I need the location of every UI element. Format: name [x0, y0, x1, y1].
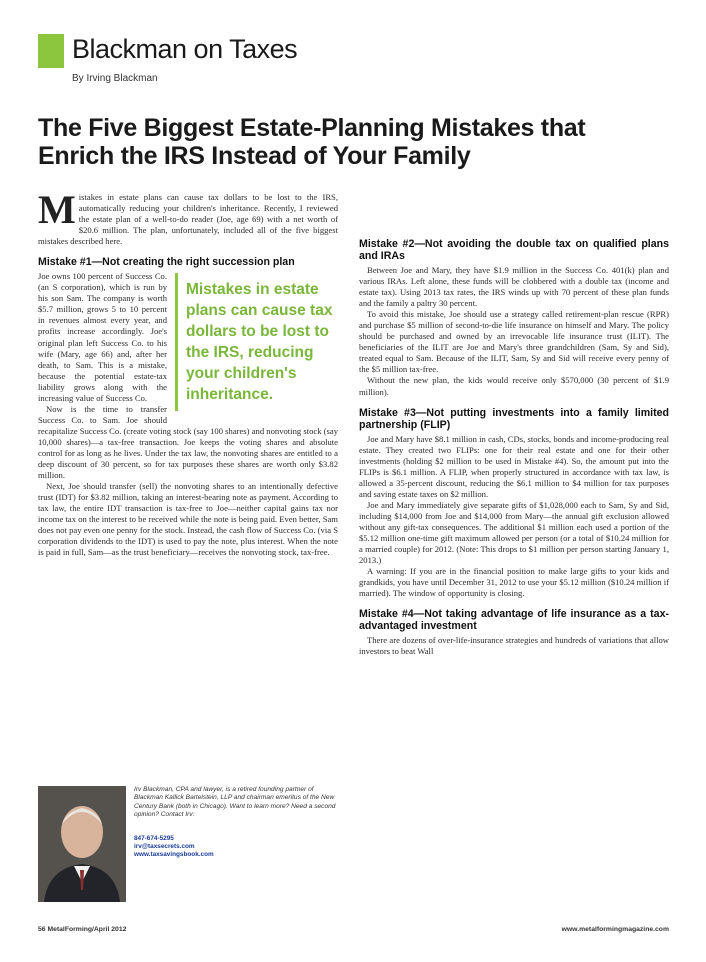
mistake-2-heading: Mistake #2—Not avoiding the double tax on qualified plans and IRAs — [359, 238, 669, 262]
footer-page-info: 56 MetalForming/April 2012 — [38, 926, 127, 933]
mistake-4-paragraph-1: There are dozens of over-life-insurance strategies and hundreds of variations that allow investors to beat Wall — [359, 635, 669, 657]
byline: By Irving Blackman — [72, 73, 158, 84]
mistake-3-paragraph-1: Joe and Mary have $8.1 million in cash, CDs, stocks, bonds and income-producing real estate. They created two FLIPs: one for their real estate and one for their other investments (holding $2 million to be used in Mistake #4). So, the amount put into the FLIPs is $6.1 million. A FLIP, when properly structured in accordance with tax law, is allowed a 35-percent discount, reducing the $6.1 million to $4 million for tax purposes and saving estate taxes on $2 million. — [359, 433, 669, 499]
bio-email[interactable]: irv@taxsecrets.com — [134, 843, 195, 851]
mistake-3-heading: Mistake #3—Not putting investments into a family limited partnership (FLIP) — [359, 406, 669, 431]
mistake-1-paragraph-3: Next, Joe should transfer (sell) the nonvoting shares to an intentionally defective trust (IDT) for $3.82 million, taking an interest-bearing note as payment. According to tax law, the entire IDT transaction is tax-free to Joe—neither capital gains tax nor income tax on the interest to be received while the note is being paid. Even better, Sam does not pay even one penny for the stock. Instead, the cash flow of Success Co. (via S corporation dividends to the IDT) is used to pay the note, plus interest. When the note is paid in full, Sam—as the trust beneficiary—receives the nonvoting stock, tax-free. — [38, 481, 338, 558]
footer-website[interactable]: www.metalformingmagazine.com — [561, 926, 669, 933]
pull-quote: Mistakes in estate plans can cause tax dollars to be lost to the IRS, reducing your children's inheritance. — [175, 273, 338, 411]
article-headline: The Five Biggest Estate-Planning Mistakes that Enrich the IRS Instead of Your Family — [38, 114, 586, 170]
author-bio — [38, 786, 338, 902]
mistake-3-paragraph-3: A warning: If you are in the financial position to make large gifts to your kids and grandkids, you have until December 31, 2012 to use your $5.12 million ($10.24 million if married). The window of opportunity is closing. — [359, 566, 669, 599]
bio-contact — [134, 835, 336, 860]
mistake-2-paragraph-2: To avoid this mistake, Joe should use a strategy called retirement-plan rescue (RPR) and purchase $5 million of second-to-die life insurance on himself and Mary. The policy should be purchased and owned by an irrevocable life insurance trust (ILIT). The beneficiaries of the ILIT are Joe and Mary's three grandchildren (Sam, Sy and Sid), treated equal to Sam. Because of the ILIT, Sam, Sy and Sid will receive every penny of the $5 million tax-free. — [359, 309, 669, 375]
mistake-2-paragraph-3: Without the new plan, the kids would receive only $570,000 (30 percent of $1.9 million). — [359, 375, 669, 397]
intro-text: istakes in estate plans can cause tax dollars to be lost to the IRS, automatically reducing your children's inheritance. Recently, I reviewed the estate plan of a well-to-do reader (Joe, age 69) with a net worth of $20.6 million. The plan, unfortunately, included all of the five biggest mistakes described here. — [38, 192, 338, 247]
mistake-4-heading: Mistake #4—Not taking advantage of life insurance as a tax-advantaged investment — [359, 608, 669, 633]
bio-phone: 847-674-5295 — [134, 835, 174, 842]
mistake-1-paragraph-2: Now is the time to transfer Success Co. to Sam. Joe should recapitalize Success Co. (create voting stock (say 100 shares) and nonvoting stock (say 10,000 shares)—a tax-free transaction. Joe keeps the voting shares and absolute control for as long as he lives. Under the tax law, the nonvoting shares are entitled to a deep discount of 30 percent, so for tax purposes these shares are worth only $3.82 million. — [38, 403, 338, 481]
author-photo — [38, 786, 126, 902]
intro-paragraph — [38, 187, 338, 247]
article-column-left — [38, 187, 338, 558]
mistake-3-paragraph-2: Joe and Mary immediately give separate gifts of $1,028,000 each to Sam, Sy and Sid, including $14,000 from Joe and $14,000 from Mary—the annual gift exclusion allowed without any gift-tax consequences. The additional $1 million each used a portion of the $5.12 million one-time gift maximum allowed per person (or a total of $10.24 million for a married couple) for 2012. (Note: This drops to $1 million per person starting January 1, 2013.) — [359, 499, 669, 566]
author-portrait-icon — [38, 786, 126, 902]
drop-cap: M — [38, 187, 76, 232]
article-column-right — [359, 192, 669, 657]
bio-text: Irv Blackman, CPA and lawyer, is a retired founding partner of Blackman Kallick Bartelstein, LLP and chairman emeritus of the New Century Bank (both in Chicago). Want to learn more? Need a second opinion? Contact Irv: — [134, 786, 336, 819]
column-accent-bar — [38, 34, 64, 68]
mistake-1-paragraph-1-text: Joe owns 100 percent of Success Co. (an S corporation), which is run by his son Sam. The company is worth $5.7 million, grows 5 to 10 percent in revenues almost every year, and profits increase accordingly. Joe's original plan left Success Co. to his wife (Mary, age 66) and, after her death, to Sam. This is a mistake, because the potential estate-tax liability grows along with the increasing value of Success Co. — [38, 271, 167, 403]
mistake-1-paragraph-1 — [38, 271, 338, 404]
column-title: Blackman on Taxes — [72, 34, 298, 64]
bio-website[interactable]: www.taxsavingsbook.com — [134, 851, 214, 859]
mistake-1-heading: Mistake #1—Not creating the right succession plan — [38, 256, 295, 269]
mistake-2-paragraph-1: Between Joe and Mary, they have $1.9 million in the Success Co. 401(k) plan and various IRAs. Left alone, these funds will be clobbered with a double tax (income and estate tax). Using 2013 tax rates, the IRS winds up with 70 percent of these plan funds and the family a paltry 30 percent. — [359, 265, 669, 309]
